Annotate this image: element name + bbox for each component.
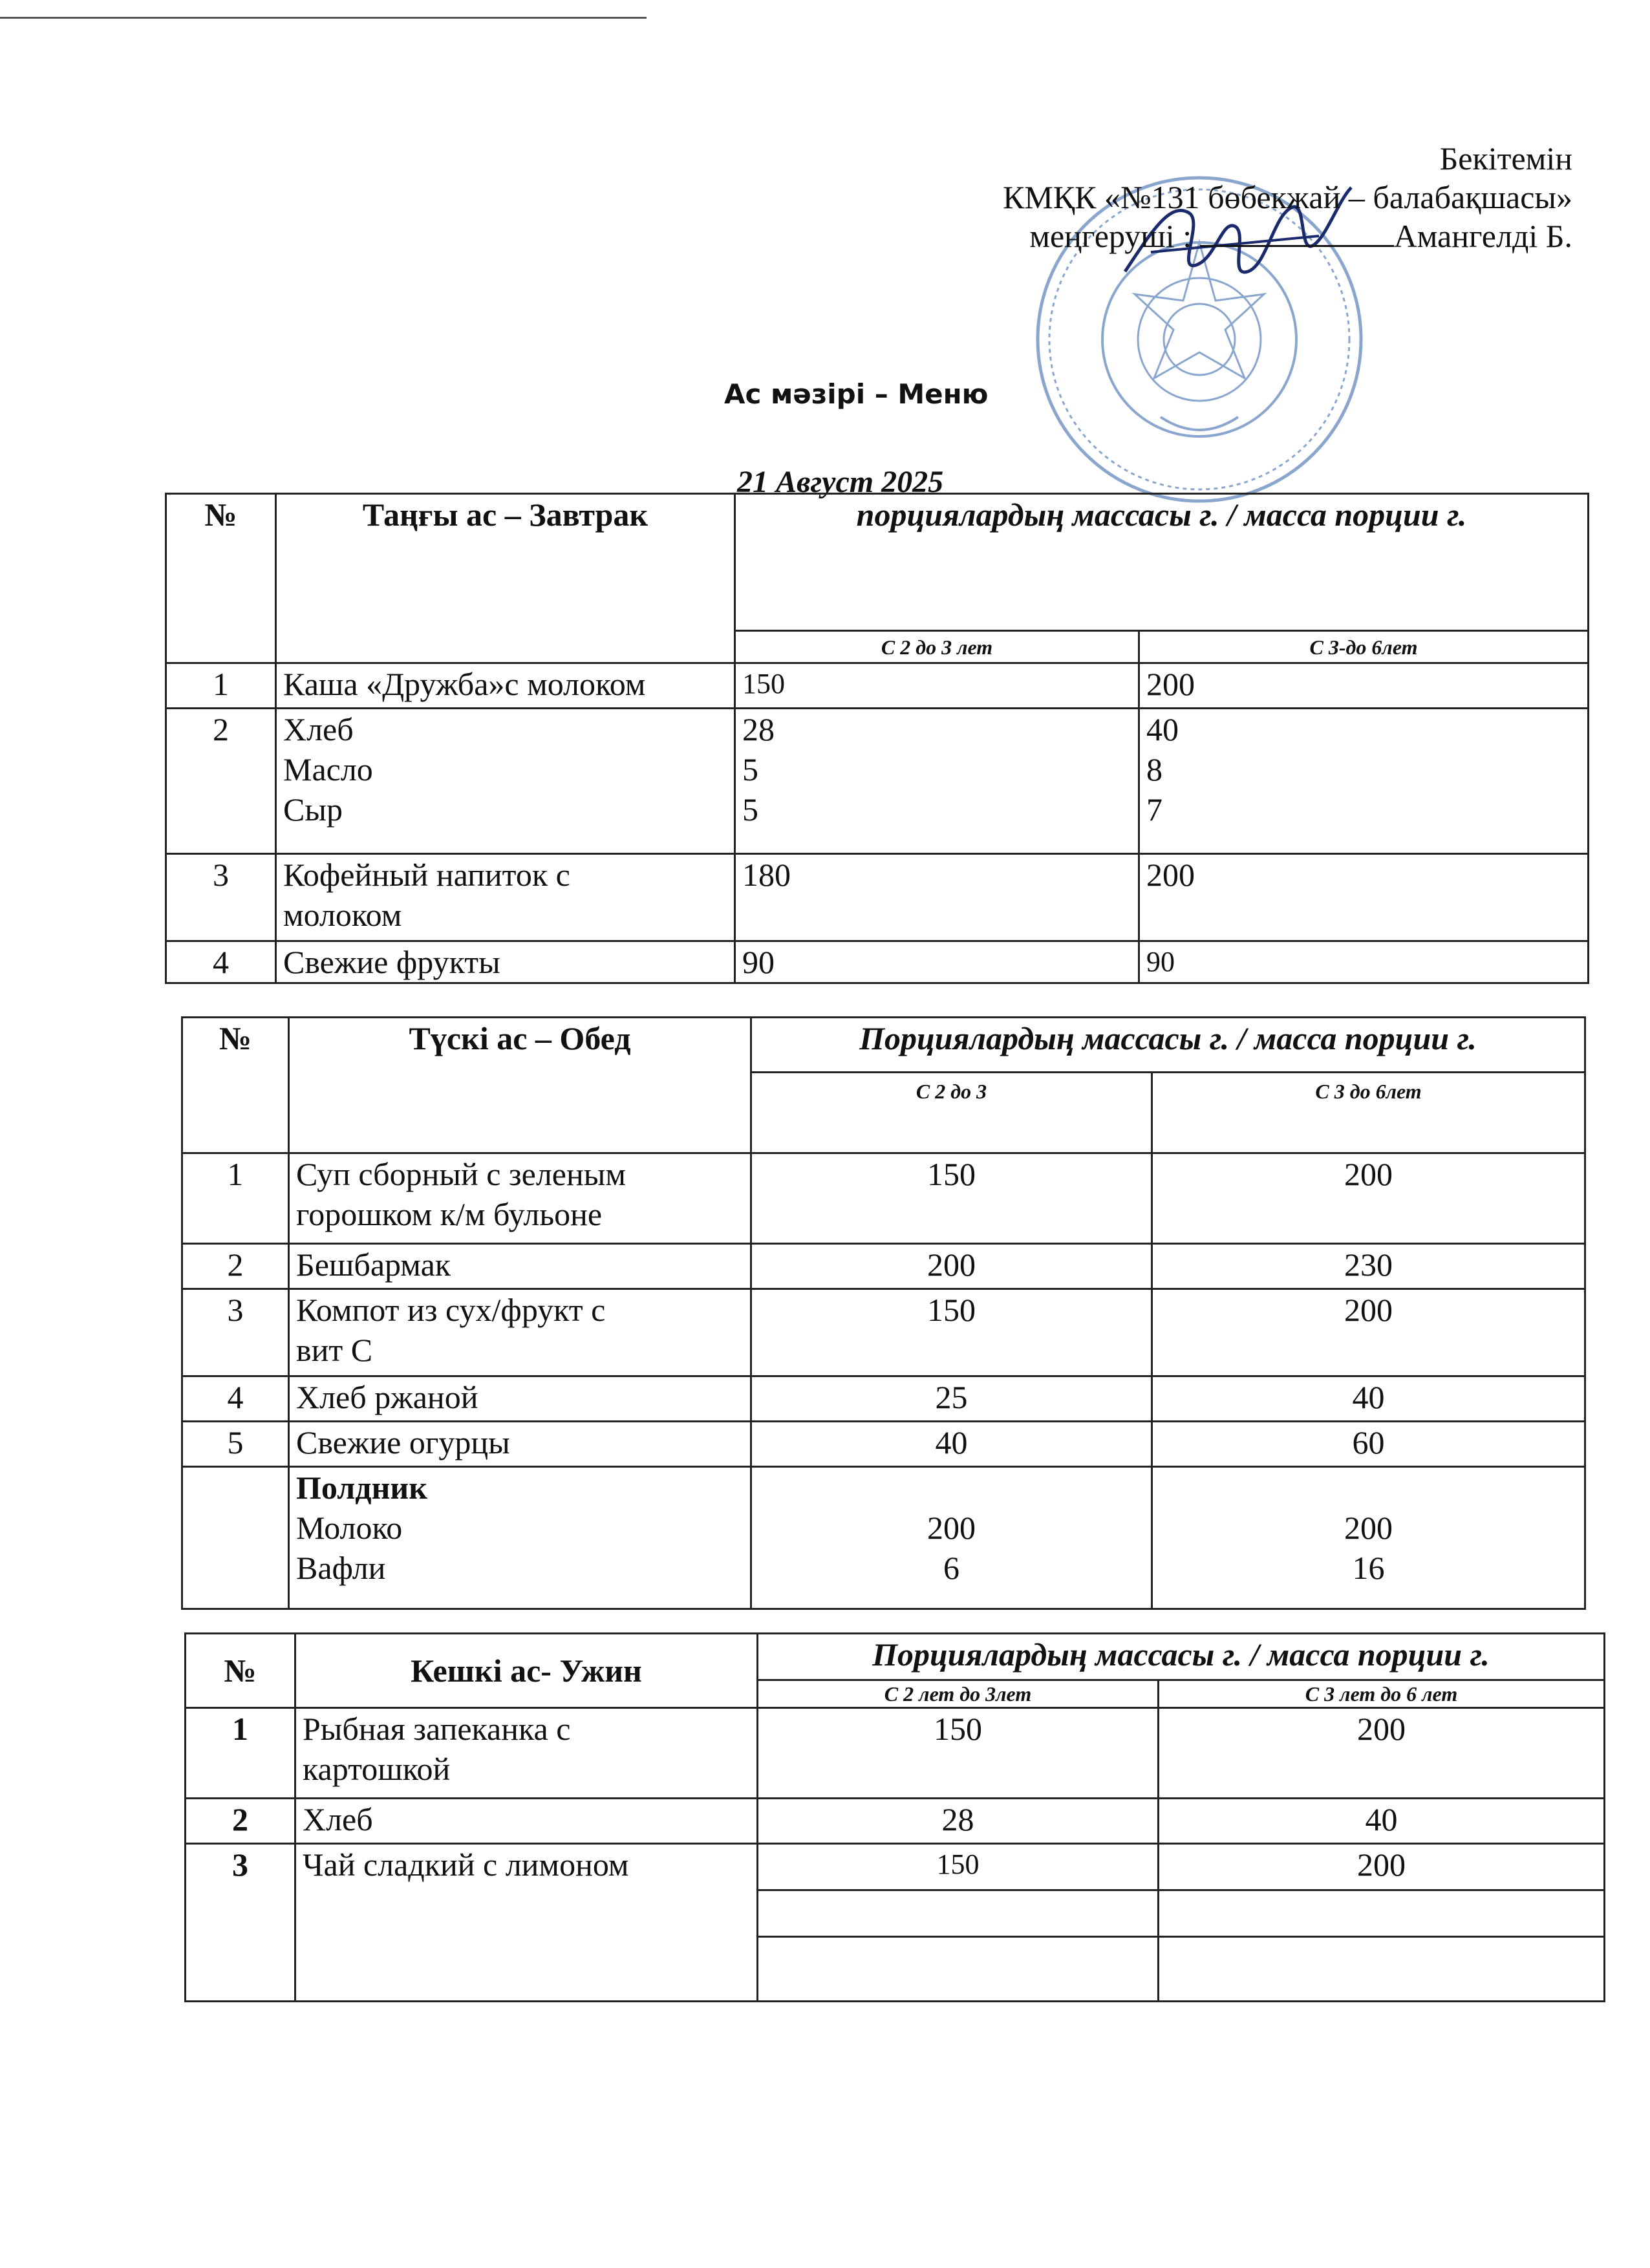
portion-value: 150 [751, 1289, 1152, 1376]
menu-date: 21 Август 2025 [737, 465, 944, 499]
portion-value: 28 [758, 1799, 1159, 1844]
page-title: Ас мәзірі – Меню [724, 378, 989, 410]
empty-cell [758, 1937, 1159, 2002]
row-number: 1 [182, 1153, 289, 1244]
dish-list [289, 1153, 751, 1244]
portion-mass-header: Порциялардың массасы г. / масса порции г. [751, 1018, 1585, 1073]
portion-value: 200 [1152, 1153, 1585, 1244]
dish-name: Молоко [296, 1510, 403, 1546]
dish-name: Свежие огурцы [289, 1422, 751, 1467]
row-number: 1 [186, 1708, 295, 1799]
dish-name: горошком к/м бульоне [296, 1196, 603, 1232]
portion-value: 5 [742, 791, 758, 828]
portion-value: 60 [1152, 1422, 1585, 1467]
portion-value: 90 [735, 941, 1139, 983]
portion-value: 7 [1146, 791, 1162, 828]
dish-name: Вафли [296, 1550, 386, 1586]
portion-list [1152, 1467, 1585, 1609]
director-line [1003, 217, 1572, 255]
portion-value: 200 [1139, 663, 1589, 709]
institution-name: КМҚК «№131 бөбекжай – балабақшасы» [1002, 179, 1572, 215]
portion-value: 40 [1159, 1799, 1605, 1844]
row-number: 2 [166, 709, 276, 854]
portion-value: 200 [1159, 1708, 1605, 1799]
portion-value: 150 [735, 663, 1139, 709]
portion-value: 150 [758, 1844, 1159, 1890]
dish-name: Рыбная запеканка с [303, 1711, 571, 1747]
meal-title-header: Таңғы ас – Завтрак [276, 494, 735, 663]
dish-name: Компот из сух/фрукт с [296, 1292, 606, 1328]
portion-value: 200 [927, 1510, 976, 1546]
dish-name: Кофейный напиток с [283, 857, 570, 893]
table-row [182, 1376, 1585, 1422]
dish-name: Хлеб [295, 1799, 758, 1844]
meal-title-header: Түскі ас – Обед [289, 1018, 751, 1153]
portion-mass-header: Порциялардың массасы г. / масса порции г. [758, 1634, 1605, 1680]
row-number: 4 [166, 941, 276, 983]
table-row [182, 1244, 1585, 1289]
portion-value: 200 [751, 1244, 1152, 1289]
portion-value: 200 [1152, 1289, 1585, 1376]
dish-name: Хлеб [283, 711, 354, 747]
row-number: 1 [166, 663, 276, 709]
portion-value: 28 [742, 711, 775, 747]
dish-list [276, 854, 735, 941]
dish-name: Сыр [283, 791, 343, 828]
table-row [166, 709, 1589, 854]
row-number: 4 [182, 1376, 289, 1422]
empty-cell [758, 1890, 1159, 1937]
portion-value: 5 [742, 751, 758, 787]
portion-value: 40 [1146, 711, 1179, 747]
portion-value: 8 [1146, 751, 1162, 787]
portion-value: 180 [735, 854, 1139, 941]
row-number: 2 [186, 1799, 295, 1844]
dish-name: картошкой [303, 1751, 451, 1787]
portion-value: 40 [1152, 1376, 1585, 1422]
dish-list [289, 1467, 751, 1609]
column-number-header: № [166, 494, 276, 663]
table-row [166, 854, 1589, 941]
age-group-header: С 3 до 6лет [1152, 1073, 1585, 1153]
portion-value: 90 [1139, 941, 1589, 983]
age-group-header: С 3-до 6лет [1139, 631, 1589, 663]
row-number: 2 [182, 1244, 289, 1289]
dish-name: вит С [296, 1332, 373, 1368]
row-number [182, 1467, 289, 1609]
table-row [182, 1153, 1585, 1244]
approval-heading: Бекітемін [1439, 140, 1572, 177]
portion-value: 150 [751, 1153, 1152, 1244]
portion-mass-header: порциялардың массасы г. / масса порции г. [735, 494, 1589, 631]
dish-list [295, 1708, 758, 1799]
director-name: Амангелді Б. [1393, 218, 1572, 254]
table-row [186, 1708, 1605, 1799]
dish-name: Бешбармак [289, 1244, 751, 1289]
portion-value: 230 [1152, 1244, 1585, 1289]
approval-block [1003, 139, 1572, 255]
portion-list [1139, 709, 1589, 854]
portion-value: 40 [751, 1422, 1152, 1467]
age-group-header: С 2 лет до 3лет [758, 1680, 1159, 1708]
portion-list [751, 1467, 1152, 1609]
age-group-header: С 3 лет до 6 лет [1159, 1680, 1605, 1708]
table-row [166, 663, 1589, 709]
portion-value: 200 [1344, 1510, 1393, 1546]
dish-name: Чай сладкий с лимоном [295, 1844, 758, 2002]
age-group-header: С 2 до 3 лет [735, 631, 1139, 663]
table-row [186, 1844, 1605, 1890]
dish-name: молоком [283, 897, 402, 933]
portion-value: 16 [1352, 1550, 1385, 1586]
table-row [186, 1799, 1605, 1844]
breakfast-table [165, 493, 1589, 984]
dish-list [289, 1289, 751, 1376]
row-number: 3 [166, 854, 276, 941]
empty-cell [1159, 1937, 1605, 2002]
portion-value: 200 [1139, 854, 1589, 941]
portion-value: 200 [1159, 1844, 1605, 1890]
scan-edge-line [0, 17, 647, 19]
director-label: меңгерушi : [1029, 218, 1192, 254]
table-row [182, 1422, 1585, 1467]
age-group-header: С 2 до 3 [751, 1073, 1152, 1153]
dish-name: Суп сборный с зеленым [296, 1156, 626, 1192]
portion-value: 25 [751, 1376, 1152, 1422]
lunch-table [181, 1016, 1586, 1610]
dish-list [276, 709, 735, 854]
column-number-header: № [182, 1018, 289, 1153]
empty-cell [1159, 1890, 1605, 1937]
portion-value: 150 [758, 1708, 1159, 1799]
meal-title-header: Кешкі ас- Ужин [295, 1634, 758, 1708]
portion-list [735, 709, 1139, 854]
dish-name: Каша «Дружба»с молоком [276, 663, 735, 709]
portion-value: 6 [943, 1550, 959, 1586]
table-row [182, 1467, 1585, 1609]
dinner-table [184, 1632, 1605, 2002]
dish-name: Масло [283, 751, 373, 787]
column-number-header: № [186, 1634, 295, 1708]
table-row [166, 941, 1589, 983]
dish-name: Свежие фрукты [276, 941, 735, 983]
row-number: 5 [182, 1422, 289, 1467]
row-number: 3 [186, 1844, 295, 2002]
snack-heading: Полдник [296, 1470, 428, 1506]
table-row [182, 1289, 1585, 1376]
dish-name: Хлеб ржаной [289, 1376, 751, 1422]
row-number: 3 [182, 1289, 289, 1376]
signature-line [1200, 217, 1394, 247]
